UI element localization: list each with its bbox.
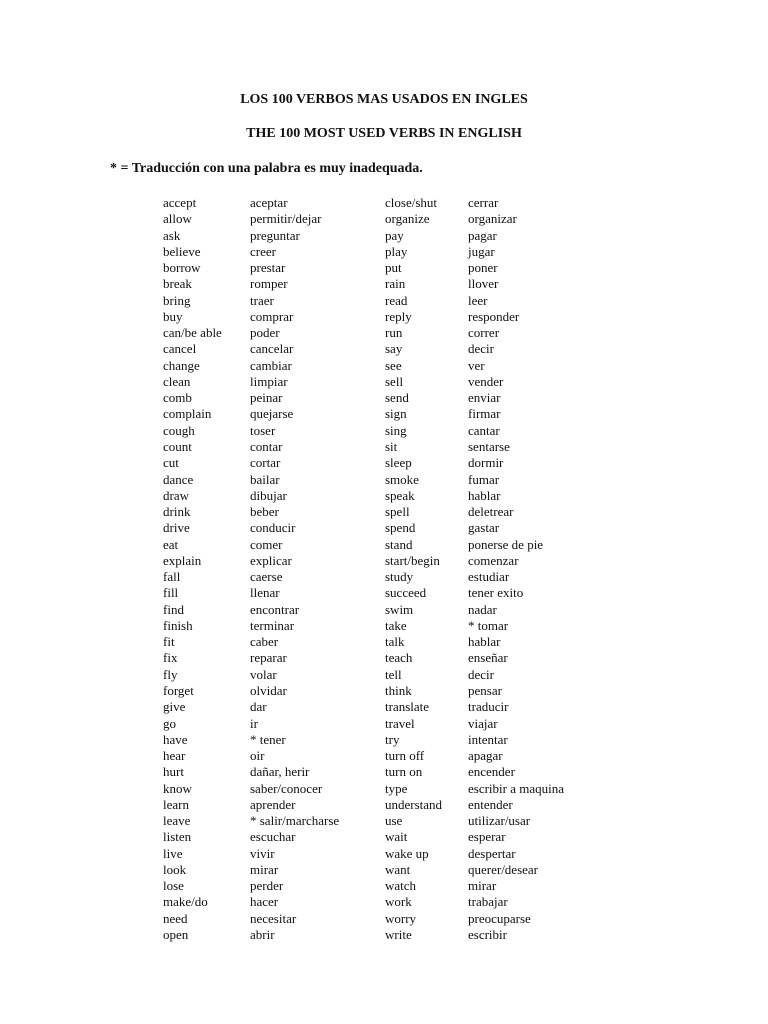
english-verb-left: listen: [163, 829, 192, 845]
verb-row: [0, 293, 768, 309]
english-verb-right: worry: [385, 910, 417, 926]
spanish-verb-left: saber/conocer: [250, 780, 323, 796]
english-verb-right: turn off: [385, 748, 425, 764]
spanish-verb-right: utilizar/usar: [468, 813, 531, 829]
spanish-verb-right: vender: [468, 373, 504, 389]
spanish-verb-right: pagar: [468, 227, 497, 243]
english-verb-left: have: [163, 731, 188, 747]
english-verb-right: succeed: [385, 585, 427, 601]
verb-row: [0, 276, 768, 292]
spanish-verb-left: permitir/dejar: [250, 211, 322, 227]
spanish-verb-right: ver: [468, 357, 485, 373]
english-verb-right: watch: [385, 878, 417, 894]
english-verb-right: reply: [385, 308, 412, 324]
spanish-verb-right: querer/desear: [468, 861, 539, 877]
verb-row: [0, 195, 768, 211]
spanish-verb-left: comer: [250, 536, 283, 552]
spanish-verb-right: comenzar: [468, 552, 519, 568]
english-verb-right: play: [385, 243, 408, 259]
english-verb-left: give: [163, 699, 186, 715]
english-verb-right: sell: [385, 373, 404, 389]
english-verb-right: work: [385, 894, 412, 910]
english-verb-left: cough: [163, 422, 195, 438]
english-verb-left: lose: [163, 878, 184, 894]
english-verb-right: sit: [385, 438, 398, 454]
spanish-verb-right: tener exito: [468, 585, 524, 601]
spanish-verb-left: dar: [250, 699, 267, 715]
spanish-verb-left: abrir: [250, 926, 275, 942]
verb-row: [0, 667, 768, 683]
spanish-verb-right: fumar: [468, 471, 500, 487]
spanish-verb-right: pensar: [468, 682, 502, 698]
english-verb-right: understand: [385, 796, 443, 812]
verb-table: [0, 195, 768, 943]
english-verb-left: comb: [163, 390, 192, 406]
english-verb-left: hear: [163, 748, 186, 764]
english-verb-right: smoke: [385, 471, 419, 487]
english-verb-right: pay: [385, 227, 404, 243]
verb-row: [0, 520, 768, 536]
english-verb-left: ask: [163, 227, 181, 243]
verb-row: [0, 764, 768, 780]
spanish-verb-right: organizar: [468, 211, 517, 227]
spanish-verb-left: poder: [250, 325, 280, 341]
verb-row: [0, 244, 768, 260]
english-verb-right: tell: [385, 666, 402, 682]
verb-row: [0, 228, 768, 244]
verb-row: [0, 390, 768, 406]
translation-note: * = Traducción con una palabra es muy inadequada.: [110, 161, 423, 176]
spanish-verb-left: ir: [250, 715, 258, 731]
verb-row: [0, 325, 768, 341]
verb-row: [0, 862, 768, 878]
english-verb-right: study: [385, 569, 414, 585]
english-verb-left: fill: [163, 585, 179, 601]
spanish-verb-right: hablar: [468, 634, 501, 650]
spanish-verb-right: estudiar: [468, 569, 510, 585]
spanish-verb-left: comprar: [250, 308, 294, 324]
english-verb-right: put: [385, 260, 402, 276]
spanish-verb-right: traducir: [468, 699, 509, 715]
spanish-verb-right: firmar: [468, 406, 501, 422]
verb-row: [0, 716, 768, 732]
spanish-verb-right: cerrar: [468, 195, 499, 210]
english-verb-right: take: [385, 617, 407, 633]
verb-row: [0, 618, 768, 634]
spanish-verb-left: llenar: [250, 585, 280, 601]
english-verb-right: want: [385, 861, 411, 877]
verb-row: [0, 439, 768, 455]
spanish-verb-left: encontrar: [250, 601, 300, 617]
spanish-verb-left: olvidar: [250, 682, 287, 698]
spanish-verb-left: * salir/marcharse: [250, 813, 340, 829]
verb-row: [0, 553, 768, 569]
english-verb-left: change: [163, 357, 200, 373]
english-verb-right: say: [385, 341, 403, 357]
spanish-verb-left: * tener: [250, 731, 286, 747]
english-verb-left: fix: [163, 650, 178, 666]
english-verb-left: complain: [163, 406, 212, 422]
verb-row: [0, 829, 768, 845]
english-verb-left: explain: [163, 552, 202, 568]
verb-row: [0, 683, 768, 699]
english-verb-left: buy: [163, 308, 183, 324]
spanish-verb-right: leer: [468, 292, 488, 308]
spanish-verb-left: bailar: [250, 471, 280, 487]
english-verb-left: leave: [163, 813, 191, 829]
english-verb-left: fit: [163, 634, 175, 650]
verb-row: [0, 423, 768, 439]
verb-row: [0, 211, 768, 227]
spanish-verb-right: nadar: [468, 601, 497, 617]
spanish-verb-left: beber: [250, 504, 279, 520]
spanish-verb-left: prestar: [250, 260, 286, 276]
verb-row: [0, 846, 768, 862]
english-verb-left: cancel: [163, 341, 197, 357]
spanish-verb-right: dormir: [468, 455, 504, 471]
english-verb-right: travel: [385, 715, 415, 731]
english-verb-left: need: [163, 910, 188, 926]
spanish-verb-left: cancelar: [250, 341, 294, 357]
spanish-verb-right: escribir a maquina: [468, 780, 565, 796]
verb-row: [0, 634, 768, 650]
english-verb-left: drive: [163, 520, 190, 536]
spanish-verb-right: entender: [468, 796, 513, 812]
page-subtitle: THE 100 MOST USED VERBS IN ENGLISH: [246, 126, 522, 141]
english-verb-left: fall: [163, 569, 181, 585]
english-verb-right: start/begin: [385, 552, 440, 568]
verb-row: [0, 260, 768, 276]
english-verb-right: try: [385, 731, 400, 747]
spanish-verb-left: reparar: [250, 650, 287, 666]
verb-row: [0, 472, 768, 488]
spanish-verb-right: correr: [468, 325, 500, 341]
spanish-verb-right: decir: [468, 666, 494, 682]
spanish-verb-left: conducir: [250, 520, 296, 536]
english-verb-left: allow: [163, 211, 192, 227]
verb-row: [0, 374, 768, 390]
spanish-verb-right: esperar: [468, 829, 506, 845]
spanish-verb-right: enseñar: [468, 650, 508, 666]
spanish-verb-right: * tomar: [468, 617, 509, 633]
spanish-verb-right: encender: [468, 764, 515, 780]
spanish-verb-left: toser: [250, 422, 276, 438]
english-verb-left: can/be able: [163, 325, 222, 341]
spanish-verb-right: escribir: [468, 926, 507, 942]
spanish-verb-right: preocuparse: [468, 910, 531, 926]
english-verb-right: read: [385, 292, 408, 308]
spanish-verb-right: jugar: [468, 243, 495, 259]
spanish-verb-left: caber: [250, 634, 279, 650]
english-verb-right: send: [385, 390, 409, 406]
english-verb-right: sign: [385, 406, 407, 422]
english-verb-left: eat: [163, 536, 179, 552]
spanish-verb-left: dibujar: [250, 487, 287, 503]
english-verb-right: organize: [385, 211, 430, 227]
english-verb-right: write: [385, 926, 412, 942]
english-verb-right: speak: [385, 487, 415, 503]
spanish-verb-left: explicar: [250, 552, 292, 568]
english-verb-right: turn on: [385, 764, 423, 780]
spanish-verb-left: preguntar: [250, 227, 300, 243]
verb-row: [0, 781, 768, 797]
verb-row: [0, 455, 768, 471]
verb-row: [0, 537, 768, 553]
english-verb-right: think: [385, 682, 412, 698]
spanish-verb-left: creer: [250, 243, 276, 259]
english-verb-right: teach: [385, 650, 413, 666]
english-verb-right: rain: [385, 276, 406, 292]
spanish-verb-left: quejarse: [250, 406, 294, 422]
spanish-verb-right: deletrear: [468, 504, 514, 520]
english-verb-right: see: [385, 357, 402, 373]
english-verb-left: learn: [163, 796, 189, 812]
english-verb-left: open: [163, 926, 189, 942]
spanish-verb-left: escuchar: [250, 829, 296, 845]
spanish-verb-left: mirar: [250, 861, 279, 877]
spanish-verb-right: llover: [468, 276, 499, 292]
spanish-verb-right: decir: [468, 341, 494, 357]
spanish-verb-left: vivir: [250, 845, 275, 861]
english-verb-right: type: [385, 780, 408, 796]
spanish-verb-right: gastar: [468, 520, 500, 536]
spanish-verb-right: mirar: [468, 878, 497, 894]
spanish-verb-left: aceptar: [250, 195, 288, 210]
english-verb-left: dance: [163, 471, 194, 487]
spanish-verb-left: limpiar: [250, 373, 288, 389]
verb-row: [0, 406, 768, 422]
verb-row: [0, 585, 768, 601]
spanish-verb-right: sentarse: [468, 438, 510, 454]
spanish-verb-right: responder: [468, 308, 520, 324]
english-verb-right: translate: [385, 699, 430, 715]
english-verb-right: wait: [385, 829, 408, 845]
english-verb-left: find: [163, 601, 184, 617]
english-verb-left: borrow: [163, 260, 201, 276]
spanish-verb-left: dañar, herir: [250, 764, 310, 780]
spanish-verb-left: volar: [250, 666, 277, 682]
spanish-verb-right: apagar: [468, 748, 503, 764]
verb-row: [0, 341, 768, 357]
english-verb-right: spend: [385, 520, 416, 536]
verb-row: [0, 748, 768, 764]
spanish-verb-right: hablar: [468, 487, 501, 503]
spanish-verb-right: poner: [468, 260, 498, 276]
english-verb-left: drink: [163, 504, 191, 520]
english-verb-right: spell: [385, 504, 410, 520]
spanish-verb-left: peinar: [250, 390, 283, 406]
english-verb-left: go: [163, 715, 176, 731]
verb-row: [0, 504, 768, 520]
verb-row: [0, 911, 768, 927]
verb-row: [0, 358, 768, 374]
english-verb-left: clean: [163, 373, 191, 389]
english-verb-right: sing: [385, 422, 407, 438]
english-verb-left: finish: [163, 617, 193, 633]
verb-row: [0, 602, 768, 618]
english-verb-right: wake up: [385, 845, 429, 861]
english-verb-right: swim: [385, 601, 414, 617]
spanish-verb-left: contar: [250, 438, 283, 454]
english-verb-left: hurt: [163, 764, 184, 780]
english-verb-left: fly: [163, 666, 178, 682]
english-verb-right: use: [385, 813, 403, 829]
english-verb-left: draw: [163, 487, 189, 503]
spanish-verb-left: oir: [250, 748, 265, 764]
spanish-verb-right: trabajar: [468, 894, 508, 910]
spanish-verb-left: cortar: [250, 455, 281, 471]
spanish-verb-right: enviar: [468, 390, 501, 406]
verb-row: [0, 813, 768, 829]
english-verb-right: sleep: [385, 455, 412, 471]
verb-row: [0, 650, 768, 666]
english-verb-left: know: [163, 780, 192, 796]
english-verb-right: run: [385, 325, 403, 341]
english-verb-left: live: [163, 845, 183, 861]
english-verb-left: cut: [163, 455, 179, 471]
english-verb-left: bring: [163, 292, 191, 308]
spanish-verb-right: cantar: [468, 422, 500, 438]
verb-row: [0, 569, 768, 585]
spanish-verb-left: hacer: [250, 894, 279, 910]
english-verb-right: talk: [385, 634, 405, 650]
verb-row: [0, 699, 768, 715]
english-verb-left: believe: [163, 243, 201, 259]
spanish-verb-left: caerse: [250, 569, 283, 585]
spanish-verb-left: terminar: [250, 617, 295, 633]
spanish-verb-left: aprender: [250, 796, 296, 812]
english-verb-left: look: [163, 861, 187, 877]
spanish-verb-right: ponerse de pie: [468, 536, 544, 552]
page-title: LOS 100 VERBOS MAS USADOS EN INGLES: [240, 92, 528, 107]
spanish-verb-left: traer: [250, 292, 274, 308]
verb-row: [0, 732, 768, 748]
verb-row: [0, 309, 768, 325]
spanish-verb-right: intentar: [468, 731, 508, 747]
english-verb-left: count: [163, 438, 192, 454]
verb-row: [0, 878, 768, 894]
english-verb-right: stand: [385, 536, 413, 552]
spanish-verb-left: romper: [250, 276, 288, 292]
english-verb-left: make/do: [163, 894, 208, 910]
verb-row: [0, 927, 768, 943]
english-verb-right: close/shut: [385, 195, 437, 210]
english-verb-left: accept: [163, 195, 197, 210]
spanish-verb-right: viajar: [468, 715, 498, 731]
english-verb-left: break: [163, 276, 192, 292]
verb-row: [0, 797, 768, 813]
spanish-verb-left: perder: [250, 878, 284, 894]
spanish-verb-left: cambiar: [250, 357, 292, 373]
spanish-verb-left: necesitar: [250, 910, 297, 926]
spanish-verb-right: despertar: [468, 845, 516, 861]
english-verb-left: forget: [163, 682, 194, 698]
verb-row: [0, 894, 768, 910]
verb-row: [0, 488, 768, 504]
